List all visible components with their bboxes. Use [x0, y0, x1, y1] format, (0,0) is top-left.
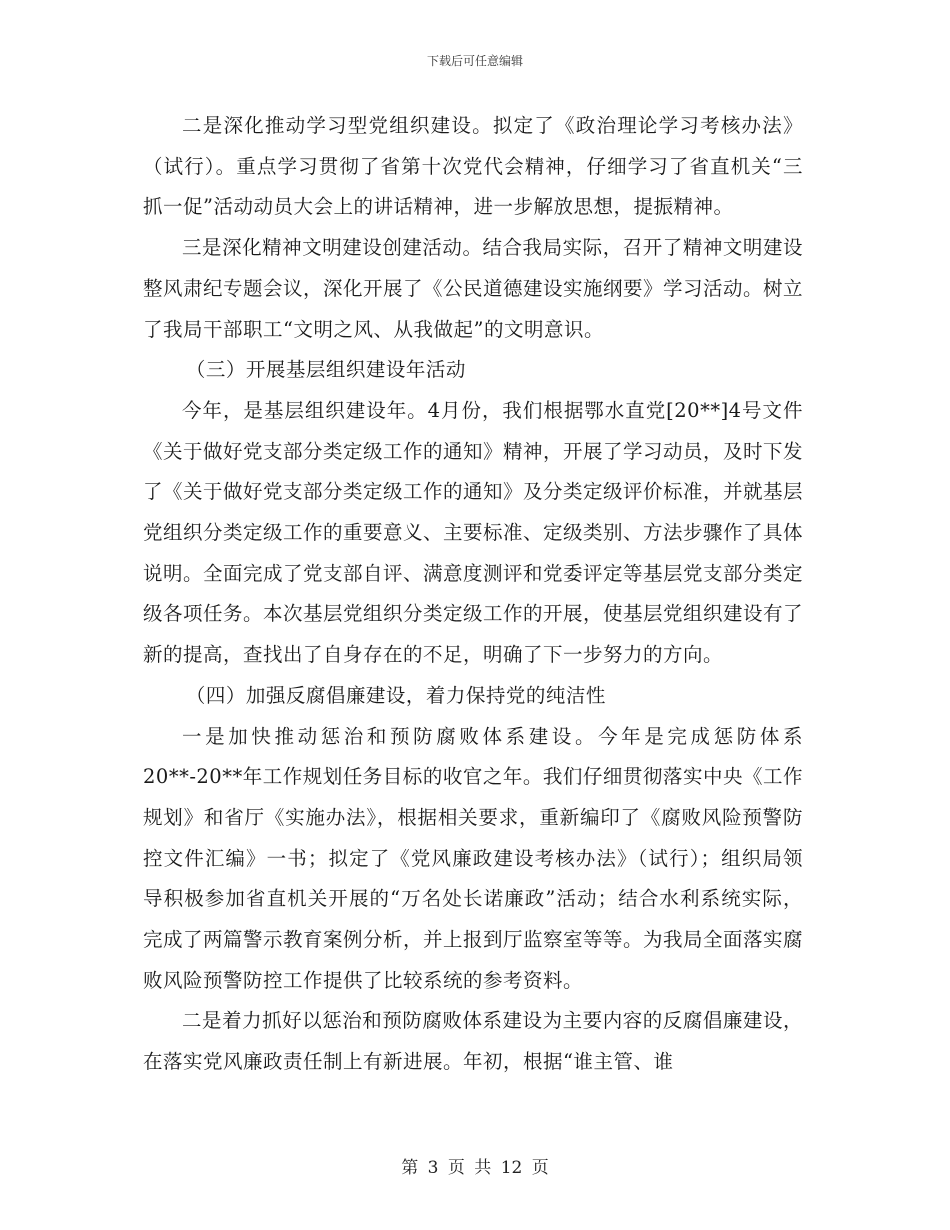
page-number: 第 3 页 共 12 页 — [401, 1158, 549, 1178]
paragraph-civilization: 三是深化精神文明建设创建活动。结合我局实际，召开了精神文明建设整风肃纪专题会议，深化开展了《公民道德建设实施纲要》学习活动。树立了我局干部职工“文明之风、从我做起”的文明意识。 — [143, 236, 804, 341]
paragraph-anti-corruption-system: 一是加快推动惩治和预防腐败体系建设。今年是完成惩防体系20**-20**年工作规划任务目标的收官之年。我们仔细贯彻落实中央《工作规划》和省厅《实施办法》，根据相关要求，重新编印了《腐败风险预警防控文件汇编》一书；拟定了《党风廉政建设考核办法》（试行）；组织局领导积极参加省直机关开展的“万名处长诺廉政”活动；结合水利系统实际，完成了两篇警示教育案例分析，并上报到厅监察室等等。为我局全面落实腐败风险预警防控工作提供了比较系统的参考资料。 — [143, 724, 804, 992]
paragraph-grassroots: 今年，是基层组织建设年。4月份，我们根据鄂水直党[20**]4号文件《关于做好党支部分类定级工作的通知》精神，开展了学习动员，及时下发了《关于做好党支部分类定级工作的通知》及分类定级评价标准，并就基层党组织分类定级工作的重要意义、主要标准、定级类别、方法步骤作了具体说明。全面完成了党支部自评、满意度测评和党委评定等基层党支部分类定级各项任务。本次基层党组织分类定级工作的开展，使基层党组织建设有了新的提高，查找出了自身存在的不足，明确了下一步努力的方向。 — [143, 398, 804, 667]
header-note: 下载后可任意编辑 — [426, 54, 523, 68]
paragraph-anti-corruption-responsibility: 二是着力抓好以惩治和预防腐败体系建设为主要内容的反腐倡廉建设，在落实党风廉政责任制上有新进展。年初，根据“谁主管、谁 — [143, 1009, 803, 1074]
section-heading-3: （三）开展基层组织建设年活动 — [185, 358, 466, 382]
section-heading-4: （四）加强反腐倡廉建设，着力保持党的纯洁性 — [185, 683, 606, 707]
paragraph-study-party-org: 二是深化推动学习型党组织建设。拟定了《政治理论学习考核办法》（试行）。重点学习贯彻了省第十次党代会精神，仔细学习了省直机关“三抓一促”活动动员大会上的讲话精神，进一步解放思想，提振精神。 — [143, 114, 803, 219]
document-body — [143, 106, 803, 1083]
